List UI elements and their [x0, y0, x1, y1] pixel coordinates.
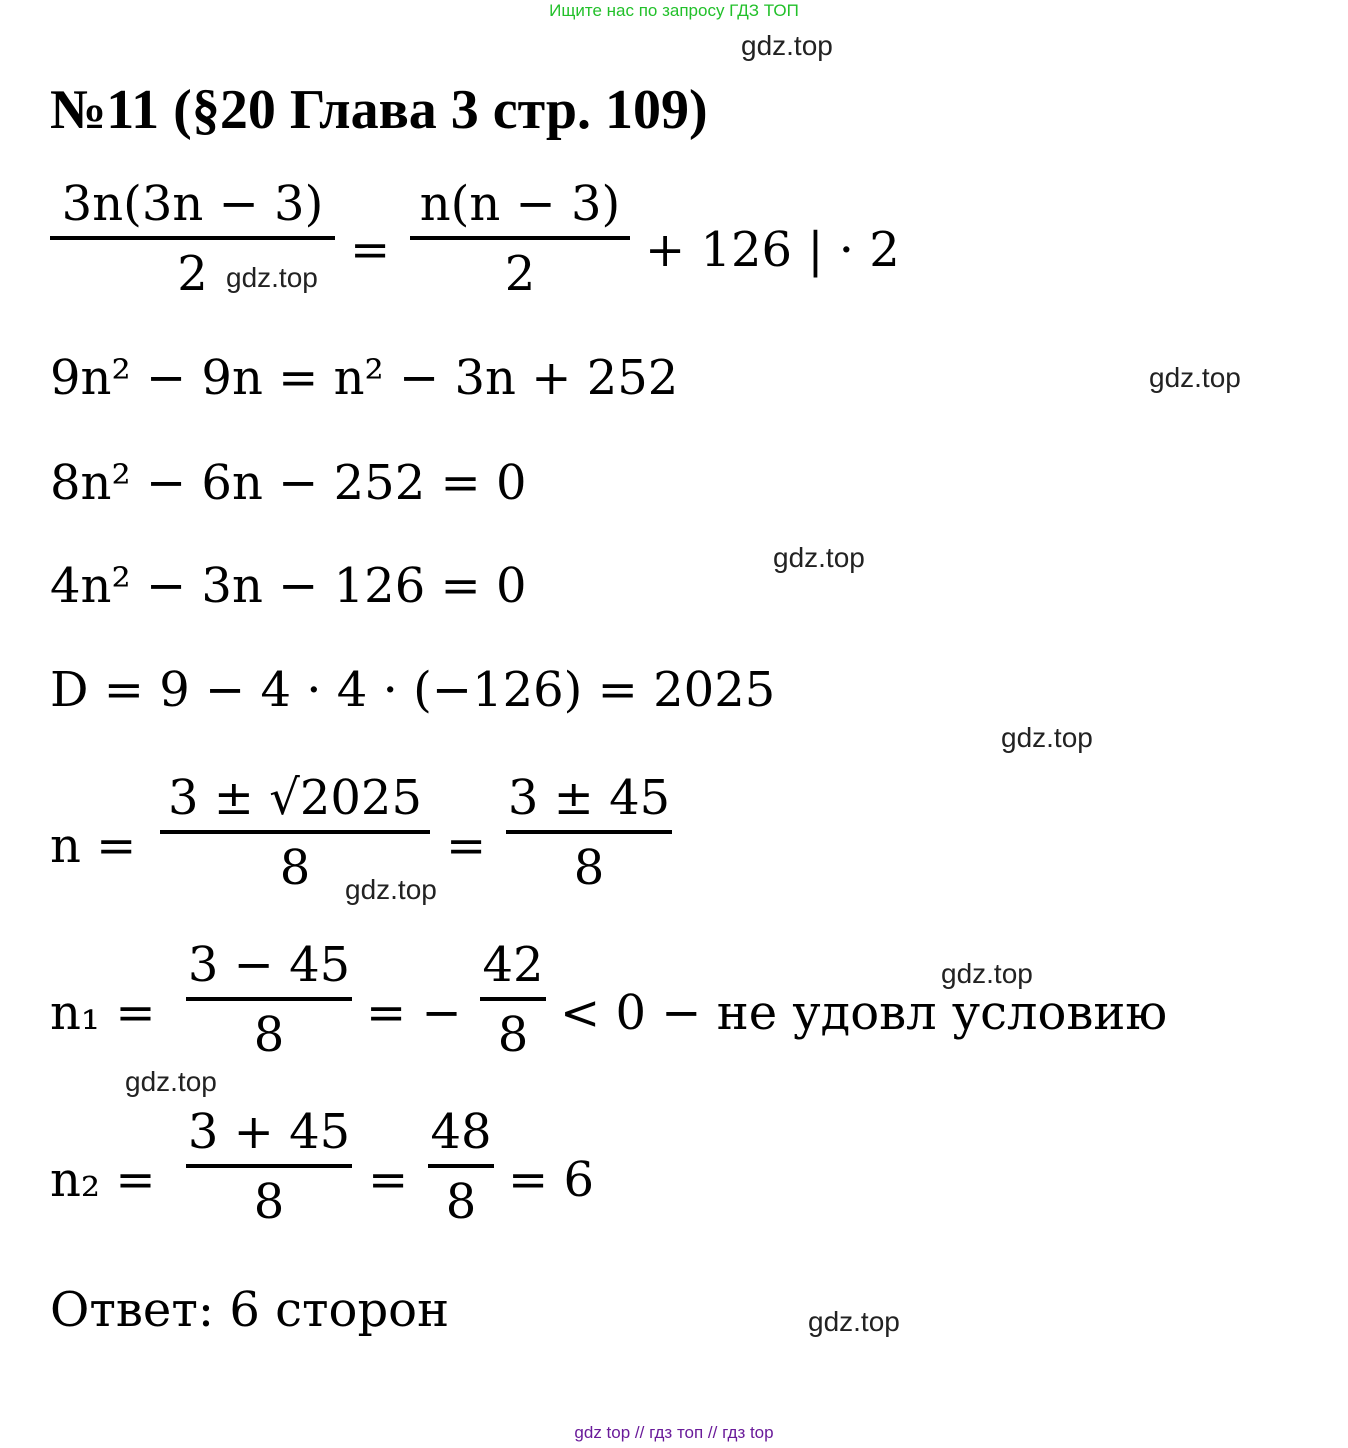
eq1-equals: =	[350, 222, 391, 278]
eq6-equals: =	[446, 818, 487, 874]
fraction-bar	[160, 830, 430, 834]
fraction-bar	[506, 830, 672, 834]
eq6-numerator-2: 3 ± 45	[507, 770, 671, 826]
eq5: D = 9 − 4 · 4 · (−126) = 2025	[50, 662, 776, 718]
watermark: gdz.top	[1149, 362, 1241, 393]
search-banner: Ищите нас по запросу ГДЗ ТОП	[549, 1, 799, 20]
watermark: gdz.top	[1001, 722, 1093, 753]
eq7-denominator-1: 8	[253, 1007, 285, 1063]
eq6-fraction-2	[506, 770, 672, 896]
eq8-denominator-1: 8	[253, 1174, 285, 1230]
fraction-bar	[186, 1164, 352, 1168]
eq8-denominator-2: 8	[445, 1174, 477, 1230]
eq8-fraction-1	[186, 1104, 352, 1230]
fraction-bar	[480, 997, 546, 1001]
fraction-bar	[428, 1164, 494, 1168]
eq8-fraction-2	[428, 1104, 494, 1230]
eq1-tail: + 126 | · 2	[645, 222, 900, 278]
watermark: gdz.top	[808, 1306, 900, 1337]
eq1-rhs-fraction	[410, 176, 630, 302]
problem-title: №11 (§20 Глава 3 стр. 109)	[50, 79, 708, 141]
eq7-fraction-2	[480, 937, 546, 1063]
eq8-tail: = 6	[508, 1152, 595, 1208]
eq1-rhs-numerator: n(n − 3)	[419, 176, 621, 232]
fraction-bar	[410, 236, 630, 240]
eq6-numerator-1: 3 ± √2025	[167, 770, 422, 826]
eq1-lhs-denominator: 2	[177, 246, 208, 302]
watermark: gdz.top	[226, 262, 318, 293]
eq1-lhs-numerator: 3n(3n − 3)	[61, 176, 324, 232]
eq8-numerator-2: 48	[430, 1104, 492, 1160]
watermark: gdz.top	[125, 1066, 217, 1097]
fraction-bar	[50, 236, 335, 240]
eq1-rhs-denominator: 2	[504, 246, 536, 302]
eq2: 9n² − 9n = n² − 3n + 252	[50, 350, 679, 406]
watermark: gdz.top	[941, 958, 1033, 989]
eq4: 4n² − 3n − 126 = 0	[50, 558, 527, 614]
eq6-lhs: n =	[50, 818, 137, 874]
watermark: gdz.top	[741, 30, 833, 61]
watermark: gdz.top	[773, 542, 865, 573]
eq8-equals-1: =	[368, 1152, 409, 1208]
eq7-tail: < 0 − не удовл условию	[560, 985, 1168, 1041]
eq7-denominator-2: 8	[497, 1007, 529, 1063]
fraction-bar	[186, 997, 352, 1001]
eq6-denominator-1: 8	[279, 840, 311, 896]
eq7-fraction-1	[186, 937, 352, 1063]
eq7-lhs: n₁ =	[50, 985, 156, 1041]
footer-links: gdz top // гдз топ // гдз top	[574, 1423, 774, 1442]
eq8-lhs: n₂ =	[50, 1152, 156, 1208]
eq7-numerator-1: 3 − 45	[187, 937, 351, 993]
eq6-denominator-2: 8	[573, 840, 605, 896]
watermark: gdz.top	[345, 874, 437, 905]
eq3: 8n² − 6n − 252 = 0	[50, 455, 527, 511]
answer-line: Ответ: 6 сторон	[50, 1282, 450, 1338]
eq7-mid: = −	[366, 985, 462, 1041]
eq7-numerator-2: 42	[482, 937, 544, 993]
eq8-numerator-1: 3 + 45	[187, 1104, 351, 1160]
